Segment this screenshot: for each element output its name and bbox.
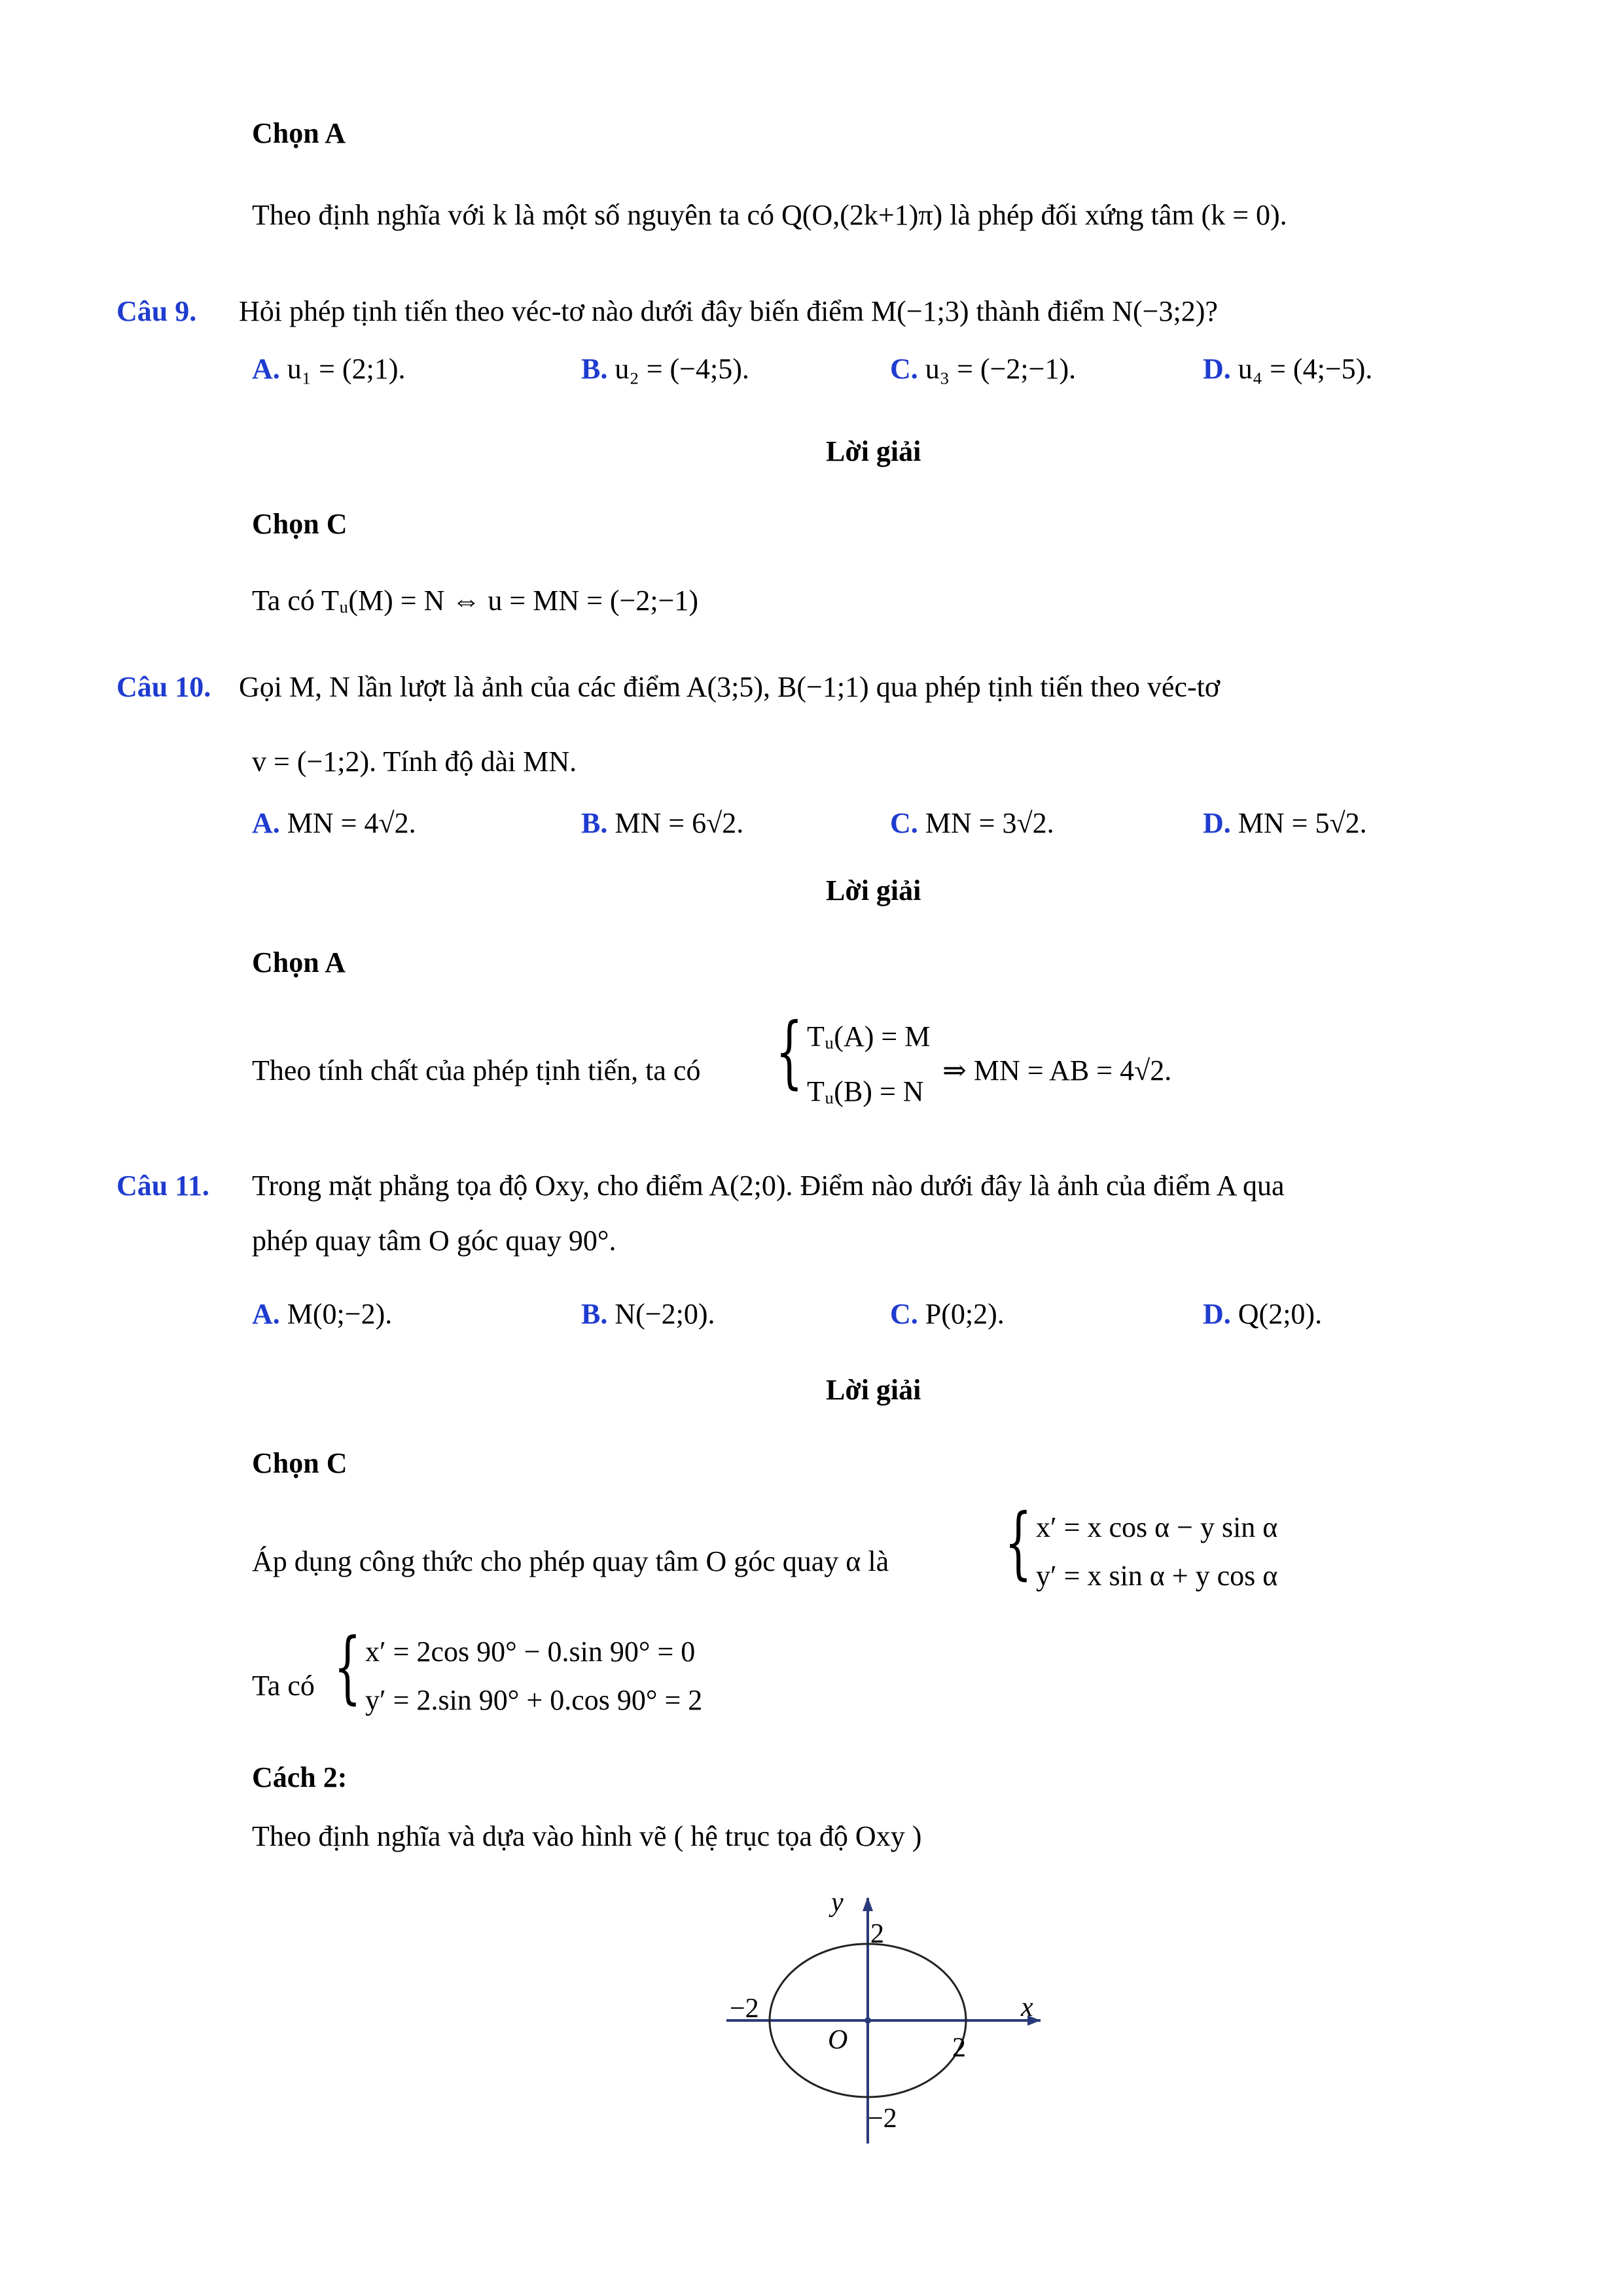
option-text: u₁ = (2;1). xyxy=(287,353,406,385)
option-letter: A. xyxy=(252,1298,280,1330)
option-text: MN = 4√2. xyxy=(287,807,416,839)
y-axis-arrow-icon xyxy=(863,1897,873,1911)
q9-solution: Ta có Tᵤ(M) = N ⇔ u = MN = (−2;−1) xyxy=(252,584,699,617)
question-11-label: Câu 11. xyxy=(116,1170,209,1202)
brace-icon: { xyxy=(776,1007,803,1098)
answer-choice: Chọn C xyxy=(252,1447,348,1479)
method-2-heading: Cách 2: xyxy=(252,1761,348,1793)
q10-option-a[interactable] xyxy=(252,806,416,841)
question-10-text-line2: v = (−1;2). Tính độ dài MN. xyxy=(252,745,577,778)
option-text: u₄ = (4;−5). xyxy=(1238,353,1373,385)
system-row: x′ = 2cos 90° − 0.sin 90° = 0 xyxy=(365,1636,696,1668)
option-text: MN = 3√2. xyxy=(925,807,1054,839)
system-row: y′ = 2.sin 90° + 0.cos 90° = 2 xyxy=(365,1684,703,1716)
question-9-text: Hỏi phép tịnh tiến theo véc-tơ nào dưới đây biến điểm M(−1;3) thành điểm N(−3;2)? xyxy=(239,295,1218,327)
q10-option-d[interactable] xyxy=(1203,806,1367,841)
option-text: Q(2;0). xyxy=(1238,1298,1323,1330)
q11-rotation-system xyxy=(1005,1498,1332,1617)
top-tick-label: 2 xyxy=(870,1919,884,1949)
option-letter: D. xyxy=(1203,353,1231,385)
option-text: MN = 6√2. xyxy=(615,807,744,839)
question-10-text-line1: Gọi M, N lần lượt là ảnh của các điểm A(3;5), B(−1;1) qua phép tịnh tiến theo véc-tơ xyxy=(239,671,1221,703)
option-text: u₃ = (−2;−1). xyxy=(925,353,1077,385)
option-letter: A. xyxy=(252,807,280,839)
q9-option-b[interactable] xyxy=(581,352,749,387)
system-row: y′ = x sin α + y cos α xyxy=(1036,1560,1278,1592)
option-letter: A. xyxy=(252,353,280,385)
left-tick-label: −2 xyxy=(730,1994,759,2024)
q9-option-d[interactable] xyxy=(1203,352,1372,387)
q9-option-a[interactable] xyxy=(252,352,405,387)
question-10-label: Câu 10. xyxy=(116,671,211,703)
x-axis-label: x xyxy=(1021,1992,1033,2022)
y-axis-label: y xyxy=(831,1888,844,1918)
coordinate-figure xyxy=(713,1885,1054,2153)
q11-option-a[interactable] xyxy=(252,1297,392,1332)
question-11-text-line2: phép quay tâm O góc quay 90°. xyxy=(252,1225,616,1257)
system-row: x′ = x cos α − y sin α xyxy=(1036,1511,1278,1543)
q11-option-c[interactable] xyxy=(890,1297,1005,1332)
option-letter: B. xyxy=(581,353,608,385)
q10-solution-prefix: Theo tính chất của phép tịnh tiến, ta có xyxy=(252,1054,701,1086)
solution-heading: Lời giải xyxy=(826,874,921,906)
right-tick-label: 2 xyxy=(952,2033,966,2063)
solution-heading: Lời giải xyxy=(826,1374,921,1406)
origin-label: O xyxy=(828,2025,848,2055)
option-text: P(0;2). xyxy=(925,1298,1005,1330)
brace-icon: { xyxy=(334,1622,361,1713)
system-row: Tᵤ(B) = N xyxy=(807,1075,924,1107)
q11-option-d[interactable] xyxy=(1203,1297,1322,1332)
answer-choice: Chọn A xyxy=(252,946,346,978)
option-letter: B. xyxy=(581,1298,608,1330)
q9-option-c[interactable] xyxy=(890,352,1076,387)
q10-solution-result: ⇒ MN = AB = 4√2. xyxy=(942,1054,1172,1086)
answer-choice: Chọn C xyxy=(252,508,348,540)
option-letter: C. xyxy=(890,1298,918,1330)
q11-solution-prefix: Áp dụng công thức cho phép quay tâm O góc quay α là xyxy=(252,1545,889,1577)
origin-point xyxy=(865,2017,871,2024)
option-letter: C. xyxy=(890,353,918,385)
system-row: Tᵤ(A) = M xyxy=(807,1020,931,1052)
brace-icon: { xyxy=(1005,1498,1032,1588)
option-letter: D. xyxy=(1203,807,1231,839)
question-9-label: Câu 9. xyxy=(116,295,197,327)
q11-option-b[interactable] xyxy=(581,1297,715,1332)
question-11-text-line1: Trong mặt phẳng tọa độ Oxy, cho điểm A(2;0). Điểm nào dưới đây là ảnh của điểm A qua xyxy=(252,1170,1285,1202)
q11-calc-system xyxy=(334,1622,740,1741)
option-letter: B. xyxy=(581,807,608,839)
method-2-text: Theo định nghĩa và dựa vào hình vẽ ( hệ trục tọa độ Oxy ) xyxy=(252,1820,922,1852)
option-letter: C. xyxy=(890,807,918,839)
option-text: M(0;−2). xyxy=(287,1298,393,1330)
bottom-tick-label: −2 xyxy=(868,2104,897,2134)
solution-heading: Lời giải xyxy=(826,435,921,467)
option-letter: D. xyxy=(1203,1298,1231,1330)
answer-choice: Chọn A xyxy=(252,117,346,149)
option-text: MN = 5√2. xyxy=(1238,807,1367,839)
q11-calc-prefix: Ta có xyxy=(252,1670,315,1702)
option-text: N(−2;0). xyxy=(615,1298,715,1330)
q10-option-b[interactable] xyxy=(581,806,743,841)
definition-line: Theo định nghĩa với k là một số nguyên ta có Q(O,(2k+1)π) là phép đối xứng tâm (k = 0). xyxy=(252,199,1287,231)
option-text: u₂ = (−4;5). xyxy=(615,353,749,385)
q10-option-c[interactable] xyxy=(890,806,1054,841)
